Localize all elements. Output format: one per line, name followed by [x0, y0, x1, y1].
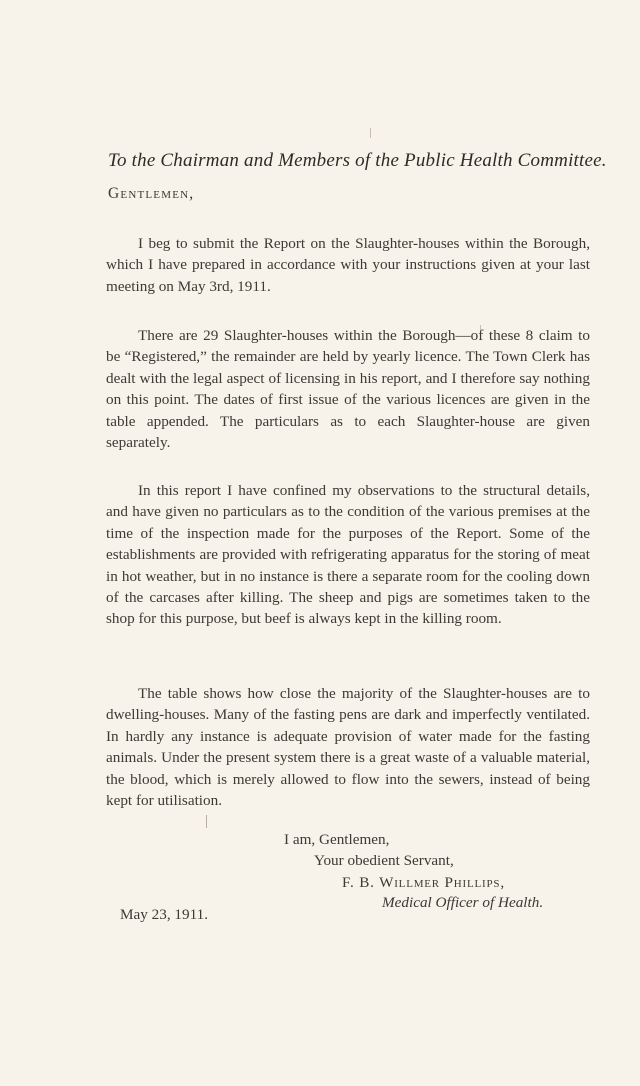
- letter-heading: To the Chairman and Members of the Public Health Committee.: [108, 150, 607, 171]
- closing-line: I am, Gentlemen,: [284, 831, 390, 848]
- salutation: Gentlemen,: [108, 185, 195, 202]
- signatory-title: Medical Officer of Health.: [382, 894, 544, 911]
- paper-speck: [370, 128, 371, 138]
- body-paragraph: There are 29 Slaughter-houses within the Borough—of these 8 claim to be “Registered,” the remainder are held by yearly licence. The Town Clerk has dealt with the legal aspect of licensing in his report, and I therefore say nothing on this point. The dates of first issue of the various licences are given in the table appended. The particulars as to each Slaughter-house are given separately.: [106, 327, 590, 452]
- signature: [342, 872, 505, 893]
- closing-line: Your obedient Servant,: [314, 852, 454, 869]
- body-paragraph: In this report I have confined my observations to the structural details, and have given no particulars as to the condition of the various premises at the time of the inspection made for the purposes of the Report. Some of the establishments are provided with refrigerating apparatus for the storing of meat in hot weather, but in no instance is there a separate room for the cooling down of the carcases after killing. The sheep and pigs are sometimes taken to the shop for this purpose, but beef is always kept in the killing room.: [106, 482, 590, 628]
- letter-date: May 23, 1911.: [120, 906, 209, 923]
- body-paragraph: The table shows how close the majority of the Slaughter-houses are to dwelling-houses. Many of the fasting pens are dark and imperfectly ventilated. In hardly any instance is adequate provision of water made for the fasting animals. Under the present system there is a great waste of a valuable material, the blood, which is merely allowed to flow into the sewers, instead of being kept for utilisation.: [106, 685, 590, 810]
- signature-name: F. B. Willmer Phillips,: [342, 874, 505, 891]
- body-paragraph: I beg to submit the Report on the Slaughter-houses within the Borough, which I have prepared in accordance with your instructions given at your last meeting on May 3rd, 1911.: [106, 235, 590, 295]
- paper-speck: [206, 815, 207, 828]
